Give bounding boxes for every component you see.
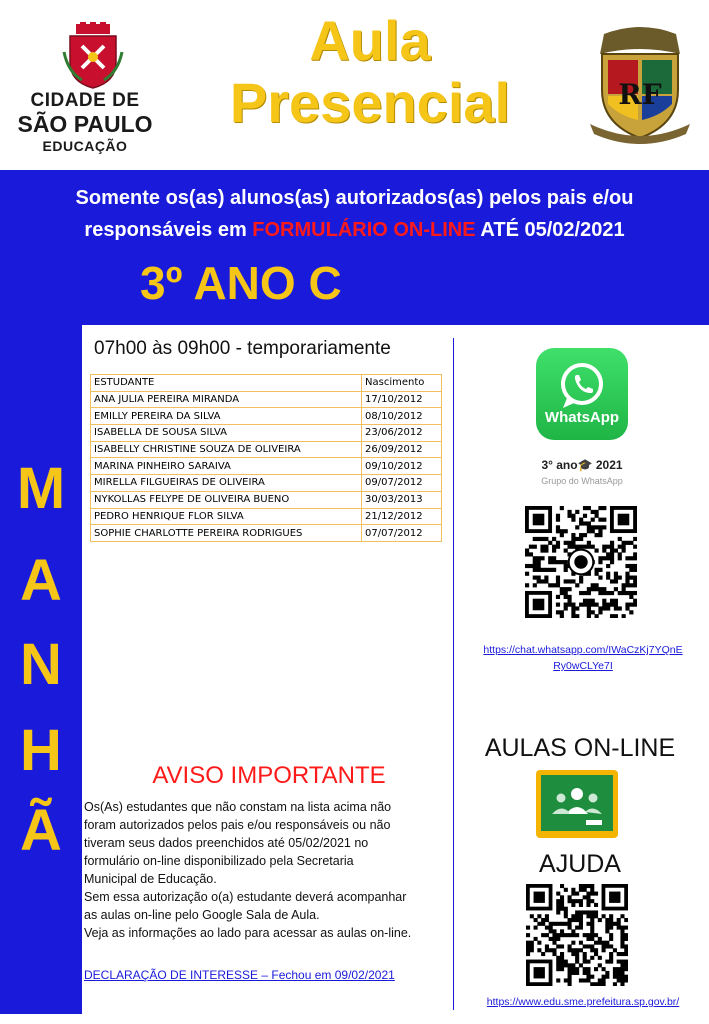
qr-code-icon [525, 506, 637, 618]
aviso-line: Municipal de Educação. [84, 872, 217, 886]
student-name-cell: MARINA PINHEIRO SARAIVA [91, 458, 362, 475]
header-birth: Nascimento [362, 375, 442, 392]
whatsapp-qr-code[interactable] [525, 506, 637, 618]
table-row [91, 441, 442, 458]
aviso-line: tiveram seus dados preenchidos até 05/02/2021 no [84, 836, 369, 850]
whatsapp-link-line-1: https://chat.whatsapp.com/IWaCzKj7YQnE [483, 644, 683, 656]
birth-date-cell: 21/12/2012 [362, 508, 442, 525]
schedule-text: 07h00 às 09h00 - temporariamente [94, 338, 391, 359]
aviso-line: Veja as informações ao lado para acessar as aulas on-line. [84, 926, 412, 940]
whatsapp-group-subtitle: Grupo do WhatsApp [541, 476, 623, 486]
help-qr-code[interactable] [526, 884, 628, 986]
table-row [91, 508, 442, 525]
class-label: 3º ANO C [140, 257, 342, 309]
table-row [91, 458, 442, 475]
header [0, 0, 709, 170]
aviso-body [84, 798, 452, 942]
authorization-notice [10, 182, 699, 246]
qr-code-icon [526, 884, 628, 986]
student-name-cell: ISABELLA DE SOUSA SILVA [91, 425, 362, 442]
notice-line-2-end: ATÉ 05/02/2021 [475, 219, 625, 241]
education-portal-link[interactable]: https://www.edu.sme.prefeitura.sp.gov.br/ [486, 996, 680, 1008]
aviso-line: formulário on-line disponibilizado pela Secretaria [84, 854, 354, 868]
title-line-1: Aula [309, 9, 431, 72]
notice-line-2 [10, 214, 699, 246]
aviso-line: Os(As) estudantes que não constam na lista acima não [84, 800, 392, 814]
help-title: AJUDA [539, 850, 621, 878]
birth-date-cell: 26/09/2012 [362, 441, 442, 458]
whatsapp-group-link[interactable] [462, 642, 704, 674]
title-line-2: Presencial [229, 71, 511, 134]
whatsapp-group-name: 3° ano🎓 2021 [541, 458, 623, 472]
student-name-cell: PEDRO HENRIQUE FLOR SILVA [91, 508, 362, 525]
notice-line-2-start: responsáveis em [84, 219, 253, 241]
page-title [190, 10, 550, 134]
logo-line-3: EDUCAÇÃO [42, 138, 128, 154]
aviso-title: AVISO IMPORTANTE [152, 762, 386, 789]
shift-sidebar [0, 325, 82, 1014]
notice-highlight: FORMULÁRIO ON-LINE [252, 219, 476, 241]
notice-line-1: Somente os(as) alunos(as) autorizados(as) pelos pais e/ou [75, 187, 634, 209]
birth-date-cell: 17/10/2012 [362, 391, 442, 408]
sao-paulo-crest-icon [62, 22, 124, 90]
logo-line-2: SÃO PAULO [17, 111, 153, 137]
birth-date-cell: 08/10/2012 [362, 408, 442, 425]
aviso-line: Sem essa autorização o(a) estudante deverá acompanhar [84, 890, 407, 904]
whatsapp-label: WhatsApp [544, 409, 620, 426]
student-name-cell: SOPHIE CHARLOTTE PEREIRA RODRIGUES [91, 525, 362, 542]
header-student: ESTUDANTE [91, 375, 362, 392]
table-row [91, 491, 442, 508]
google-classroom-icon[interactable] [536, 770, 618, 838]
student-name-cell: NYKOLLAS FELYPE DE OLIVEIRA BUENO [91, 491, 362, 508]
declaration-link[interactable]: DECLARAÇÃO DE INTERESSE – Fechou em 09/02/2021 [84, 968, 395, 982]
table-row [91, 475, 442, 492]
online-classes-title: AULAS ON-LINE [484, 734, 676, 762]
table-row [91, 391, 442, 408]
table-row [91, 425, 442, 442]
logo-line-1: CIDADE DE [30, 90, 140, 111]
shift-letter-4: H [20, 718, 62, 783]
school-crest-icon [584, 24, 696, 144]
student-name-cell: ISABELLY CHRISTINE SOUZA DE OLIVEIRA [91, 441, 362, 458]
birth-date-cell: 09/10/2012 [362, 458, 442, 475]
birth-date-cell: 23/06/2012 [362, 425, 442, 442]
shift-letter-3: N [20, 632, 62, 697]
shift-letter-2: A [20, 548, 62, 613]
student-name-cell: MIRELLA FILGUEIRAS DE OLIVEIRA [91, 475, 362, 492]
students-table [90, 374, 442, 542]
whatsapp-logo[interactable] [536, 348, 628, 440]
sao-paulo-logo [10, 22, 160, 162]
birth-date-cell: 07/07/2012 [362, 525, 442, 542]
table-row [91, 408, 442, 425]
birth-date-cell: 09/07/2012 [362, 475, 442, 492]
student-name-cell: EMILLY PEREIRA DA SILVA [91, 408, 362, 425]
notice-band [0, 170, 709, 325]
shift-letter-5: Ã [20, 798, 62, 863]
whatsapp-link-line-2: Ry0wCLYe7I [553, 660, 613, 672]
birth-date-cell: 30/03/2013 [362, 491, 442, 508]
table-row [91, 525, 442, 542]
shift-letter-1: M [16, 456, 66, 521]
whatsapp-icon [536, 348, 628, 440]
crest-letters: RF [618, 78, 662, 111]
aviso-line: foram autorizados pelos pais e/ou responsáveis ou não [84, 818, 391, 832]
table-header-row [91, 375, 442, 392]
student-name-cell: ANA JULIA PEREIRA MIRANDA [91, 391, 362, 408]
column-divider [453, 338, 454, 1010]
aviso-line: as aulas on-line pelo Google Sala de Aula. [84, 908, 320, 922]
